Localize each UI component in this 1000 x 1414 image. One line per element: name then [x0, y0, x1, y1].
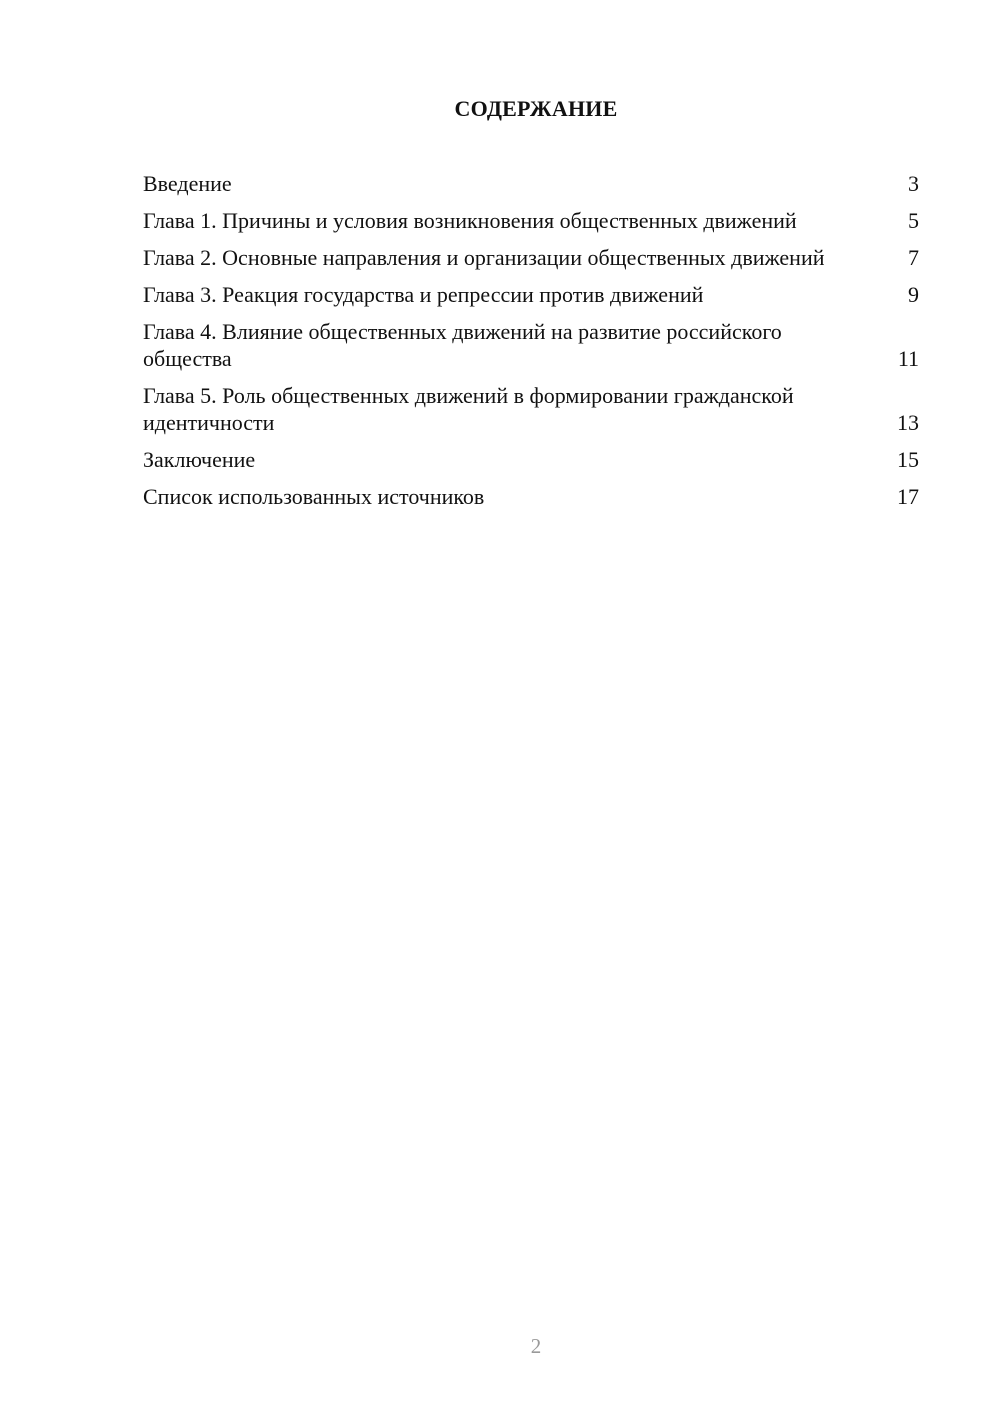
toc-entry-introduction: [143, 170, 919, 197]
toc-entry-page: 9: [908, 282, 919, 307]
toc-entry-references: [143, 483, 919, 510]
toc-entry-label: Глава 1. Причины и условия возникновения общественных движений: [143, 208, 797, 233]
toc-entry-page: 11: [897, 346, 919, 371]
page-number: 2: [530, 1334, 542, 1358]
toc-entry-chapter-4: [143, 318, 919, 372]
toc-entry-label: Глава 2. Основные направления и организации общественных движений: [143, 245, 825, 270]
toc-entry-page: 7: [908, 245, 919, 270]
toc-entry-page: 5: [908, 208, 919, 233]
toc-entry-chapter-3: [143, 281, 919, 308]
toc-entry-chapter-1: [143, 207, 919, 234]
toc-entry-page: 13: [897, 410, 919, 435]
toc-entry-chapter-2: [143, 244, 919, 271]
toc-entry-label: Введение: [143, 171, 232, 196]
toc-entry-label: Глава 5. Роль общественных движений в формировании гражданской идентичности: [143, 383, 794, 435]
toc-entry-label: Список использованных источников: [143, 484, 485, 509]
page-title: СОДЕРЖАНИЕ: [454, 96, 618, 121]
toc-entry-page: 17: [897, 484, 919, 509]
toc-entry-chapter-5: [143, 382, 919, 436]
toc-entry-page: 15: [897, 447, 919, 472]
toc-entry-conclusion: [143, 446, 919, 473]
toc-entry-page: 3: [908, 171, 919, 196]
toc-entry-label: Глава 4. Влияние общественных движений на развитие российского общества: [143, 319, 782, 371]
toc-entry-label: Заключение: [143, 447, 256, 472]
table-of-contents: [143, 170, 919, 520]
toc-entry-label: Глава 3. Реакция государства и репрессии против движений: [143, 282, 704, 307]
